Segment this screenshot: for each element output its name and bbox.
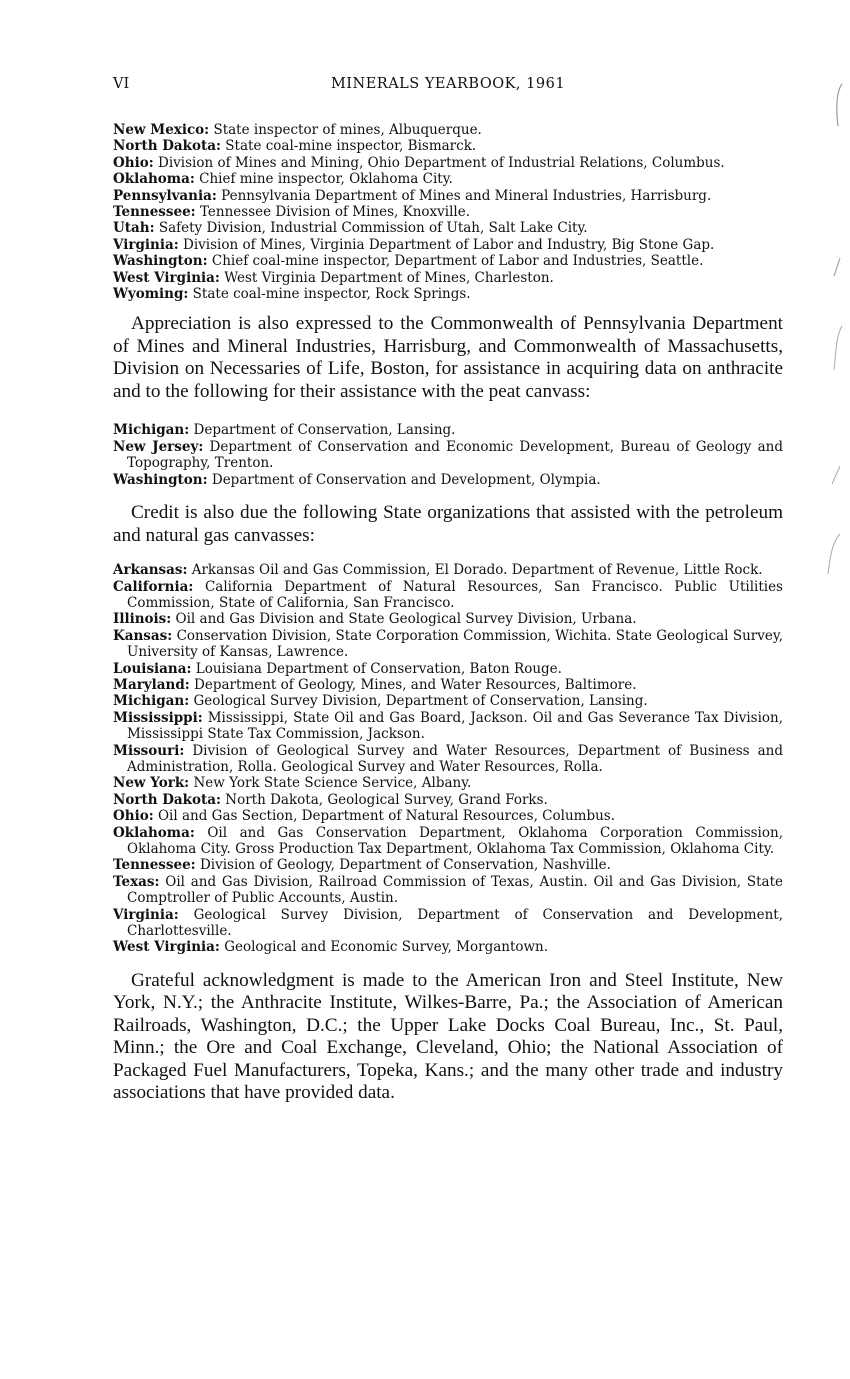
list-item: Wyoming: State coal-mine inspector, Rock Springs. bbox=[113, 286, 471, 303]
list-item: Maryland: Department of Geology, Mines, and Water Resources, Baltimore. bbox=[113, 676, 637, 693]
appreciation-paragraph: Appreciation is also expressed to the Commonwealth of Pennsylvania Department of Mines and Mineral Industries, Harrisburg, and Commonwealth of Massachusetts, Division on Necessaries of Life, Boston, for assistance in acquiring data on anthracite and to the following for their assistance with the peat canvass: bbox=[113, 313, 783, 402]
list-item: North Dakota: State coal-mine inspector, Bismarck. bbox=[113, 138, 477, 155]
list-item: Missouri: Division of Geological Survey and Water Resources, Department of Business and Administration, Rolla. Geological Survey and Water Resources, Rolla. bbox=[113, 742, 783, 775]
list-item: Mississippi: Mississippi, State Oil and Gas Board, Jackson. Oil and Gas Severance Tax Division, Mississippi State Tax Commission, Jackson. bbox=[113, 709, 783, 743]
list-item: Michigan: Geological Survey Division, Department of Conservation, Lansing. bbox=[113, 693, 648, 710]
list-item: Michigan: Department of Conservation, Lansing. bbox=[113, 422, 456, 439]
list-item: New Mexico: State inspector of mines, Albuquerque. bbox=[113, 122, 482, 138]
list-item: North Dakota: North Dakota, Geological Survey, Grand Forks. bbox=[113, 791, 548, 808]
running-title: MINERALS YEARBOOK, 1961 bbox=[330, 76, 566, 92]
list-item: Oklahoma: Chief mine inspector, Oklahoma City. bbox=[113, 171, 453, 188]
list-item: New York: New York State Science Service, Albany. bbox=[113, 775, 472, 792]
acknowledgment-paragraph: Grateful acknowledgment is made to the American Iron and Steel Institute, New York, N.Y.; the Anthracite Institute, Wilkes-Barre, Pa.; the Association of American Railroads, Washington, D.C.; the Upper Lake Docks Coal Bureau, Inc., St. Paul, Minn.; the Ore and Coal Exchange, Cleveland, Ohio; the National Association of Packaged Fuel Manufacturers, Topeka, Kans.; and the many other trade and industry associations that have provided data. bbox=[113, 969, 783, 1104]
list-item: Oklahoma: Oil and Gas Conservation Department, Oklahoma Corporation Commission, Oklahoma City. Gross Production Tax Department, Oklahoma Tax Commission, Oklahoma City. bbox=[113, 824, 783, 857]
list-item: Texas: Oil and Gas Division, Railroad Commission of Texas, Austin. Oil and Gas Division, State Comptroller of Public Accounts, Austin. bbox=[113, 873, 783, 907]
list-item: California: California Department of Natural Resources, San Francisco. Public Utilities Commission, State of California, San Francisco. bbox=[113, 578, 783, 611]
margin-mark bbox=[837, 84, 842, 126]
list-item: Tennessee: Division of Geology, Department of Conservation, Nashville. bbox=[113, 857, 611, 874]
document-page bbox=[113, 76, 783, 1105]
list-item: New Jersey: Department of Conservation and Economic Development, Bureau of Geology and Topography, Trenton. bbox=[113, 438, 783, 472]
margin-marks bbox=[818, 80, 848, 600]
margin-mark bbox=[834, 258, 840, 276]
mine-inspectors-list bbox=[113, 122, 783, 302]
list-item: West Virginia: Geological and Economic Survey, Morgantown. bbox=[113, 939, 549, 956]
list-item: Washington: Chief coal-mine inspector, Department of Labor and Industries, Seattle. bbox=[113, 253, 704, 270]
page-number: VI bbox=[113, 76, 130, 92]
peat-canvass-list bbox=[113, 422, 783, 488]
list-item: Virginia: Division of Mines, Virginia Department of Labor and Industry, Big Stone Gap. bbox=[113, 236, 715, 253]
list-item: Arkansas: Arkansas Oil and Gas Commission, El Dorado. Department of Revenue, Little Rock. bbox=[113, 562, 763, 579]
list-item: Ohio: Oil and Gas Section, Department of Natural Resources, Columbus. bbox=[113, 808, 615, 825]
margin-mark bbox=[832, 466, 840, 484]
petroleum-canvass-list bbox=[113, 562, 783, 956]
list-item: Ohio: Division of Mines and Mining, Ohio Department of Industrial Relations, Columbus. bbox=[113, 154, 725, 171]
page-header bbox=[113, 76, 783, 98]
list-item: Washington: Department of Conservation and Development, Olympia. bbox=[113, 471, 601, 488]
list-item: Illinois: Oil and Gas Division and State Geological Survey Division, Urbana. bbox=[113, 611, 637, 628]
list-item: Tennessee: Tennessee Division of Mines, Knoxville. bbox=[113, 204, 470, 221]
list-item: Kansas: Conservation Division, State Corporation Commission, Wichita. State Geological Survey, University of Kansas, Lawrence. bbox=[113, 627, 783, 661]
list-item: Utah: Safety Division, Industrial Commission of Utah, Salt Lake City. bbox=[113, 220, 588, 237]
margin-mark bbox=[834, 326, 842, 370]
list-item: Louisiana: Louisiana Department of Conservation, Baton Rouge. bbox=[113, 660, 562, 677]
margin-mark bbox=[828, 534, 840, 574]
list-item: Pennsylvania: Pennsylvania Department of Mines and Mineral Industries, Harrisburg. bbox=[113, 187, 712, 204]
list-item: Virginia: Geological Survey Division, Department of Conservation and Development, Charlottesville. bbox=[113, 906, 783, 940]
credit-paragraph: Credit is also due the following State organizations that assisted with the petroleum and natural gas canvasses: bbox=[113, 502, 783, 546]
list-item: West Virginia: West Virginia Department of Mines, Charleston. bbox=[113, 269, 554, 286]
